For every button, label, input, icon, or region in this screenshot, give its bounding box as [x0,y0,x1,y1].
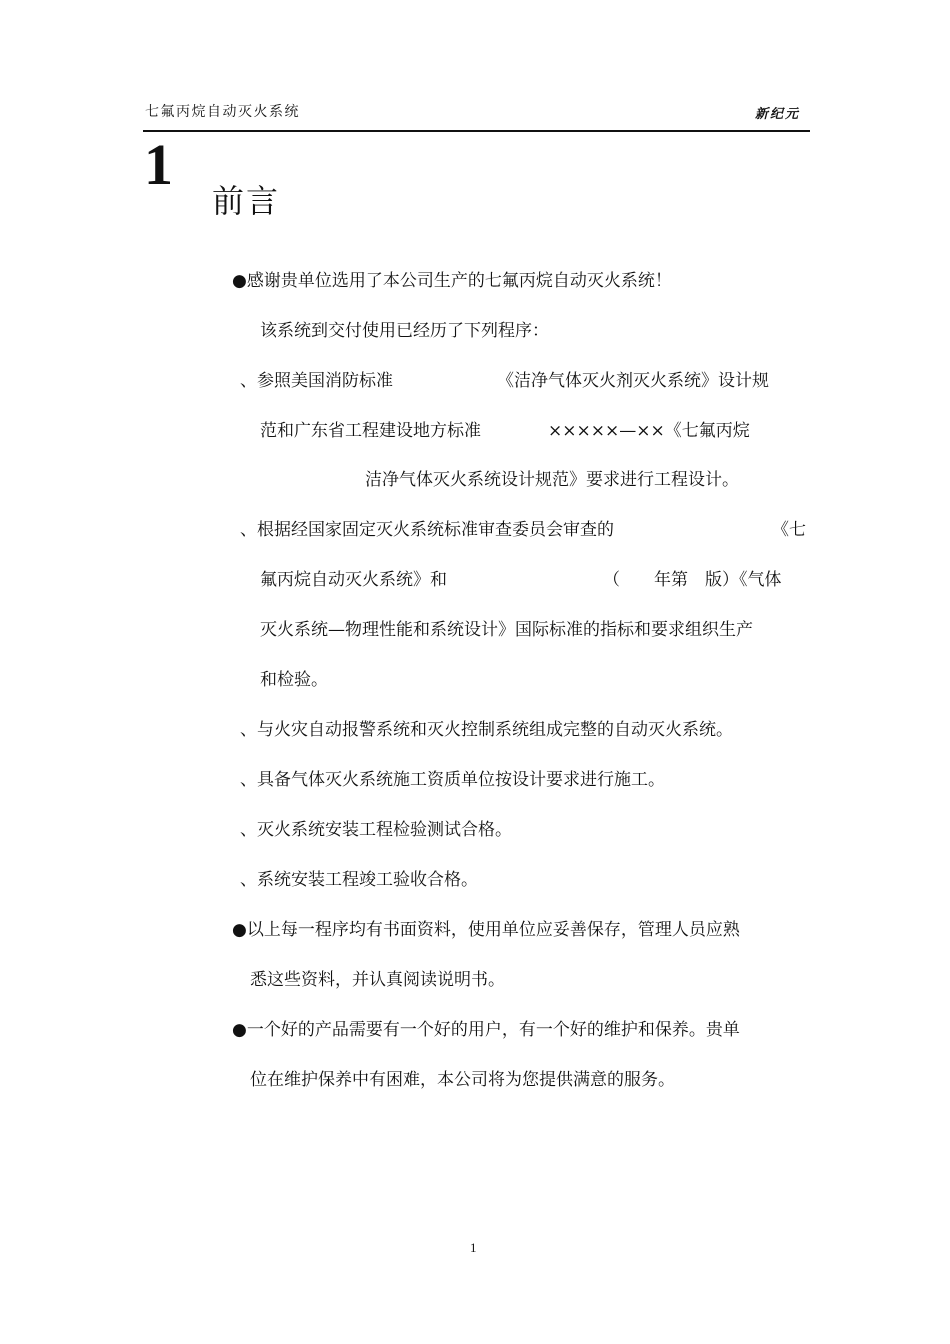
body-line: 、与火灾自动报警系统和灭火控制系统组成完整的自动灭火系统。 [240,720,733,740]
body-line: 该系统到交付使用已经历了下列程序： [260,321,549,341]
body-line: 范和广东省工程建设地方标准 [260,421,481,441]
body-line: 、系统安装工程竣工验收合格。 [240,870,478,890]
body-line: ●感谢贵单位选用了本公司生产的七氟丙烷自动灭火系统！ [232,271,672,291]
body-line: ●以上每一程序均有书面资料，使用单位应妥善保存，管理人员应熟 [232,920,740,940]
body-line: 、灭火系统安装工程检验测试合格。 [240,820,512,840]
body-line: 、具备气体灭火系统施工资质单位按设计要求进行施工。 [240,770,665,790]
body-line: 位在维护保养中有困难，本公司将为您提供满意的服务。 [250,1070,675,1090]
body-line: 、参照美国消防标准 [240,371,393,391]
body-line: 《洁净气体灭火剂灭火系统》设计规 [497,371,769,391]
chapter-number: 1 [144,132,173,197]
running-header-brand: 新纪元 [755,107,801,122]
body-line: 、根据经国家固定灭火系统标准审查委员会审查的 [240,520,614,540]
body-line: 悉这些资料，并认真阅读说明书。 [250,970,505,990]
page-number: 1 [470,1240,477,1255]
body-line: 和检验。 [260,670,328,690]
body-line: 《七 [772,520,806,540]
running-header-title: 七氟丙烷自动灭火系统 [145,104,300,120]
body-line: 氟丙烷自动灭火系统》和 [260,570,447,590]
body-line: （ 年第 版）《气体 [603,570,782,590]
body-line: 灭火系统—物理性能和系统设计》国际标准的指标和要求组织生产 [260,620,753,640]
chapter-title: 前言 [212,182,281,220]
body-line: ●一个好的产品需要有一个好的用户，有一个好的维护和保养。贵单 [232,1020,740,1040]
header-divider [143,130,810,132]
body-line: ×××××—××《七氟丙烷 [548,421,750,441]
body-line: 洁净气体灭火系统设计规范》要求进行工程设计。 [365,470,739,490]
